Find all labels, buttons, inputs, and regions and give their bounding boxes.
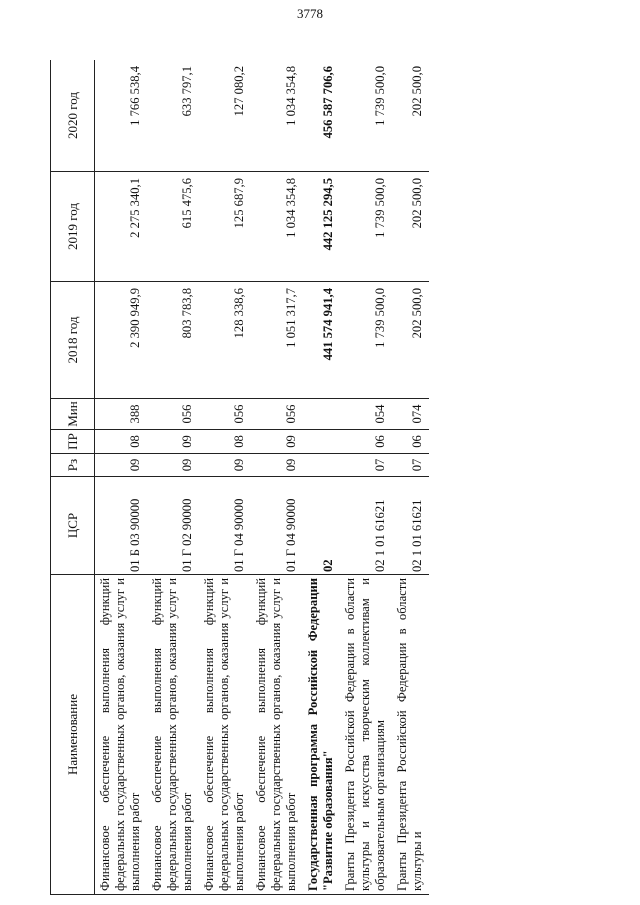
table-header <box>51 60 95 895</box>
row-min: 056 <box>199 399 251 430</box>
row-2020: 633 797,1 <box>147 60 199 172</box>
row-2020: 127 080,2 <box>199 60 251 172</box>
row-pr: 09 <box>147 430 199 454</box>
row-2018: 803 783,8 <box>147 282 199 399</box>
row-csr: 02 1 01 61621 <box>340 477 392 575</box>
row-pr <box>303 430 340 454</box>
row-csr: 01 Г 04 90000 <box>251 477 303 575</box>
row-pr: 08 <box>95 430 148 454</box>
table-row <box>251 60 303 895</box>
page-number: 3778 <box>297 6 323 21</box>
row-min: 074 <box>392 399 429 430</box>
row-2019: 1 739 500,0 <box>340 172 392 282</box>
row-2018: 202 500,0 <box>392 282 429 399</box>
row-2020: 202 500,0 <box>392 60 429 172</box>
row-min: 056 <box>251 399 303 430</box>
row-2019: 202 500,0 <box>392 172 429 282</box>
row-2019: 125 687,9 <box>199 172 251 282</box>
row-pr: 06 <box>340 430 392 454</box>
row-2019: 2 275 340,1 <box>95 172 148 282</box>
row-rz: 07 <box>392 454 429 477</box>
table-row <box>340 60 392 895</box>
row-pr: 08 <box>199 430 251 454</box>
row-2019: 442 125 294,5 <box>303 172 340 282</box>
row-2020: 1 034 354,8 <box>251 60 303 172</box>
table-row <box>147 60 199 895</box>
row-rz <box>303 454 340 477</box>
row-pr: 09 <box>251 430 303 454</box>
row-2020: 1 739 500,0 <box>340 60 392 172</box>
row-2018: 2 390 949,9 <box>95 282 148 399</box>
row-csr: 02 <box>303 477 340 575</box>
row-rz: 09 <box>95 454 148 477</box>
row-2018: 1 739 500,0 <box>340 282 392 399</box>
header-pr: ПР <box>51 430 95 454</box>
row-2020: 1 766 538,4 <box>95 60 148 172</box>
table-row <box>199 60 251 895</box>
row-pr: 06 <box>392 430 429 454</box>
budget-table-frame <box>50 60 590 895</box>
row-2018: 441 574 941,4 <box>303 282 340 399</box>
row-name: Финансовое обеспечение выполнения функций федеральных государственных органов, оказания услуг и выполнения работ <box>147 575 199 895</box>
row-csr: 01 Г 04 90000 <box>199 477 251 575</box>
row-rz: 09 <box>147 454 199 477</box>
header-2019: 2019 год <box>51 172 95 282</box>
header-min: Мин <box>51 399 95 430</box>
table-body <box>95 60 430 895</box>
row-2018: 1 051 317,7 <box>251 282 303 399</box>
row-name: Финансовое обеспечение выполнения функций федеральных государственных органов, оказания услуг и выполнения работ <box>199 575 251 895</box>
row-min <box>303 399 340 430</box>
row-min: 388 <box>95 399 148 430</box>
row-rz: 09 <box>251 454 303 477</box>
header-rz: Рз <box>51 454 95 477</box>
rotated-page-area <box>50 60 590 895</box>
row-rz: 07 <box>340 454 392 477</box>
row-name: Финансовое обеспечение выполнения функций федеральных государственных органов, оказания услуг и выполнения работ <box>95 575 148 895</box>
row-csr: 02 1 01 61621 <box>392 477 429 575</box>
row-2019: 1 034 354,8 <box>251 172 303 282</box>
header-2020: 2020 год <box>51 60 95 172</box>
row-min: 054 <box>340 399 392 430</box>
table-row-program-total <box>303 60 340 895</box>
header-row <box>51 60 95 895</box>
row-name: Государственная программа Российской Федерации "Развитие образования" <box>303 575 340 895</box>
row-name: Гранты Президента Российской Федерации в области культуры и <box>392 575 429 895</box>
row-name: Финансовое обеспечение выполнения функций федеральных государственных органов, оказания услуг и выполнения работ <box>251 575 303 895</box>
row-2019: 615 475,6 <box>147 172 199 282</box>
header-name: Наименование <box>51 575 95 895</box>
table-row <box>95 60 148 895</box>
row-2020: 456 587 706,6 <box>303 60 340 172</box>
header-2018: 2018 год <box>51 282 95 399</box>
row-csr: 01 Г 02 90000 <box>147 477 199 575</box>
row-2018: 128 338,6 <box>199 282 251 399</box>
header-csr: ЦСР <box>51 477 95 575</box>
row-min: 056 <box>147 399 199 430</box>
table-row <box>392 60 429 895</box>
row-name: Гранты Президента Российской Федерации в области культуры и искусства творческим коллективам и образовательным организациям <box>340 575 392 895</box>
budget-table <box>50 60 429 895</box>
row-csr: 01 Б 03 90000 <box>95 477 148 575</box>
row-rz: 09 <box>199 454 251 477</box>
